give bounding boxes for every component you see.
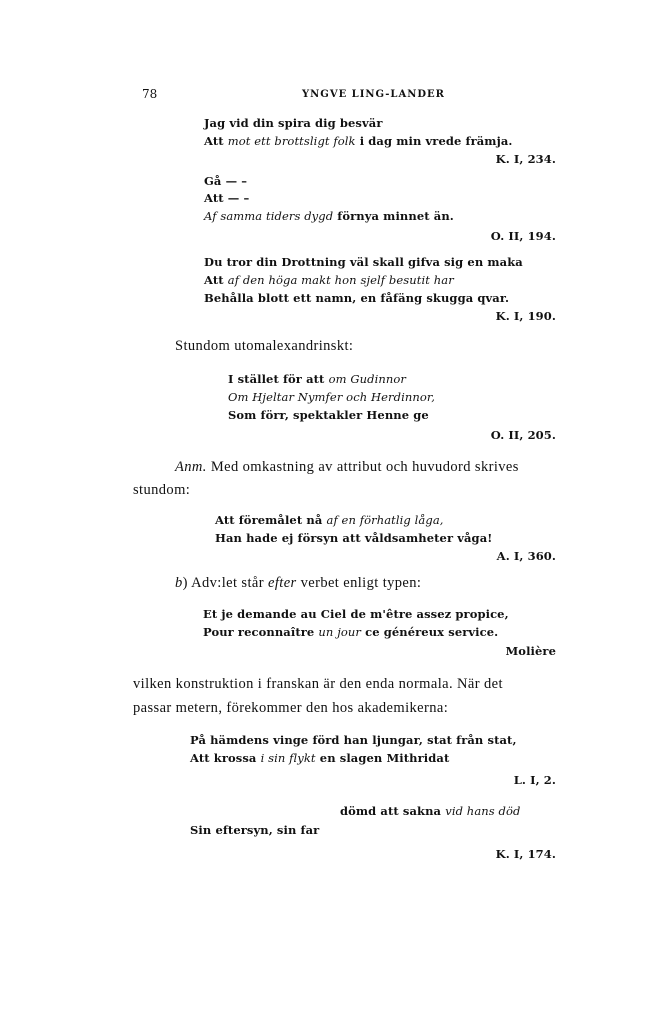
text: dömd att sakna <box>340 804 446 818</box>
citation <box>505 646 556 658</box>
text: Molière <box>505 644 556 658</box>
verse-line <box>228 410 429 422</box>
verse-line <box>190 753 449 765</box>
verse-line <box>228 374 406 386</box>
verse-line <box>340 806 520 818</box>
verse-line <box>228 392 435 404</box>
italic-text: Anm. <box>175 459 207 475</box>
text: ce généreux service. <box>360 625 499 639</box>
verse-line <box>204 193 249 205</box>
verse-line <box>203 627 498 639</box>
verse-line <box>215 515 444 527</box>
italic-text: i sin flykt <box>260 751 316 765</box>
citation <box>514 775 556 787</box>
verse-line <box>203 609 509 621</box>
prose-line <box>133 483 190 498</box>
citation <box>491 430 556 442</box>
italic-text: af den höga makt hon sjelf besutit har <box>227 273 454 287</box>
text: Att krossa <box>190 751 261 765</box>
text: förnya minnet än. <box>333 209 454 223</box>
text: Som förr, spektakler Henne ge <box>228 408 429 422</box>
text: i dag min vrede främja. <box>355 134 513 148</box>
verse-line <box>190 735 517 747</box>
text: Att — – <box>204 191 250 205</box>
prose-line <box>175 576 421 591</box>
text: K. I, 234. <box>495 152 556 166</box>
text: passar metern, förekommer den hos akademikerna: <box>133 700 449 716</box>
text: O. II, 194. <box>490 229 556 243</box>
citation <box>496 849 556 861</box>
text: Sin eftersyn, sin far <box>190 823 320 837</box>
text: Att <box>204 273 228 287</box>
text: Pour reconnaître <box>203 625 319 639</box>
text: Med omkastning av attribut och huvudord skrives <box>206 459 519 475</box>
text: A. I, 360. <box>496 549 556 563</box>
verse-line <box>204 275 454 287</box>
page-number: 78 <box>142 87 158 101</box>
text: På hämdens vinge förd han ljungar, stat från stat, <box>190 733 517 747</box>
verse-line <box>204 293 509 305</box>
text: L. I, 2. <box>513 773 556 787</box>
text: K. I, 174. <box>495 847 556 861</box>
italic-text: Af samma tiders dygd <box>204 209 334 223</box>
text: Du tror din Drottning väl skall gifva sig en maka <box>204 255 523 269</box>
italic-text: un jour <box>318 625 361 639</box>
prose-line <box>175 339 353 354</box>
citation <box>496 311 556 323</box>
text: O. II, 205. <box>490 428 556 442</box>
verse-line <box>190 825 319 837</box>
prose-line <box>133 677 503 692</box>
verse-line <box>204 257 523 269</box>
text: K. I, 190. <box>495 309 556 323</box>
text: Behålla blott ett namn, en fåfäng skugga qvar. <box>204 291 510 305</box>
italic-text: b <box>175 575 183 591</box>
verse-line <box>204 118 382 130</box>
text: Att föremålet nå <box>215 513 327 527</box>
prose-line <box>175 460 564 475</box>
text: Gå — – <box>204 174 248 188</box>
text: ) Adv:let står <box>182 575 268 591</box>
italic-text: efter <box>268 575 297 591</box>
citation <box>497 551 556 563</box>
prose-line <box>133 701 448 716</box>
citation <box>491 231 556 243</box>
verse-line <box>215 533 492 545</box>
citation <box>496 154 556 166</box>
verse-line <box>204 211 454 223</box>
italic-text: af en förhatlig låga, <box>326 513 444 527</box>
italic-text: vid hans död <box>445 804 521 818</box>
text: Att <box>204 134 228 148</box>
verse-line <box>204 176 247 188</box>
text: en slagen Mithridat <box>315 751 450 765</box>
italic-text: Om Hjeltar Nymfer och Herdinnor, <box>228 390 435 404</box>
text: vilken konstruktion i franskan är den enda normala. När det <box>133 676 503 692</box>
text: verbet enligt typen: <box>296 575 422 591</box>
text: Jag vid din spira dig besvär <box>204 116 383 130</box>
text: stundom: <box>133 482 191 498</box>
running-title: YNGVE LING-LANDER <box>302 89 445 100</box>
text: Et je demande au Ciel de m'être assez propice, <box>203 607 509 621</box>
verse-line <box>204 136 512 148</box>
text: Han hade ej försyn att våldsamheter våga! <box>215 531 493 545</box>
italic-text: mot ett brottsligt folk <box>227 134 356 148</box>
text: I stället för att <box>228 372 329 386</box>
text: Stundom utomalexandrinskt: <box>175 338 354 354</box>
italic-text: om Gudinnor <box>328 372 407 386</box>
